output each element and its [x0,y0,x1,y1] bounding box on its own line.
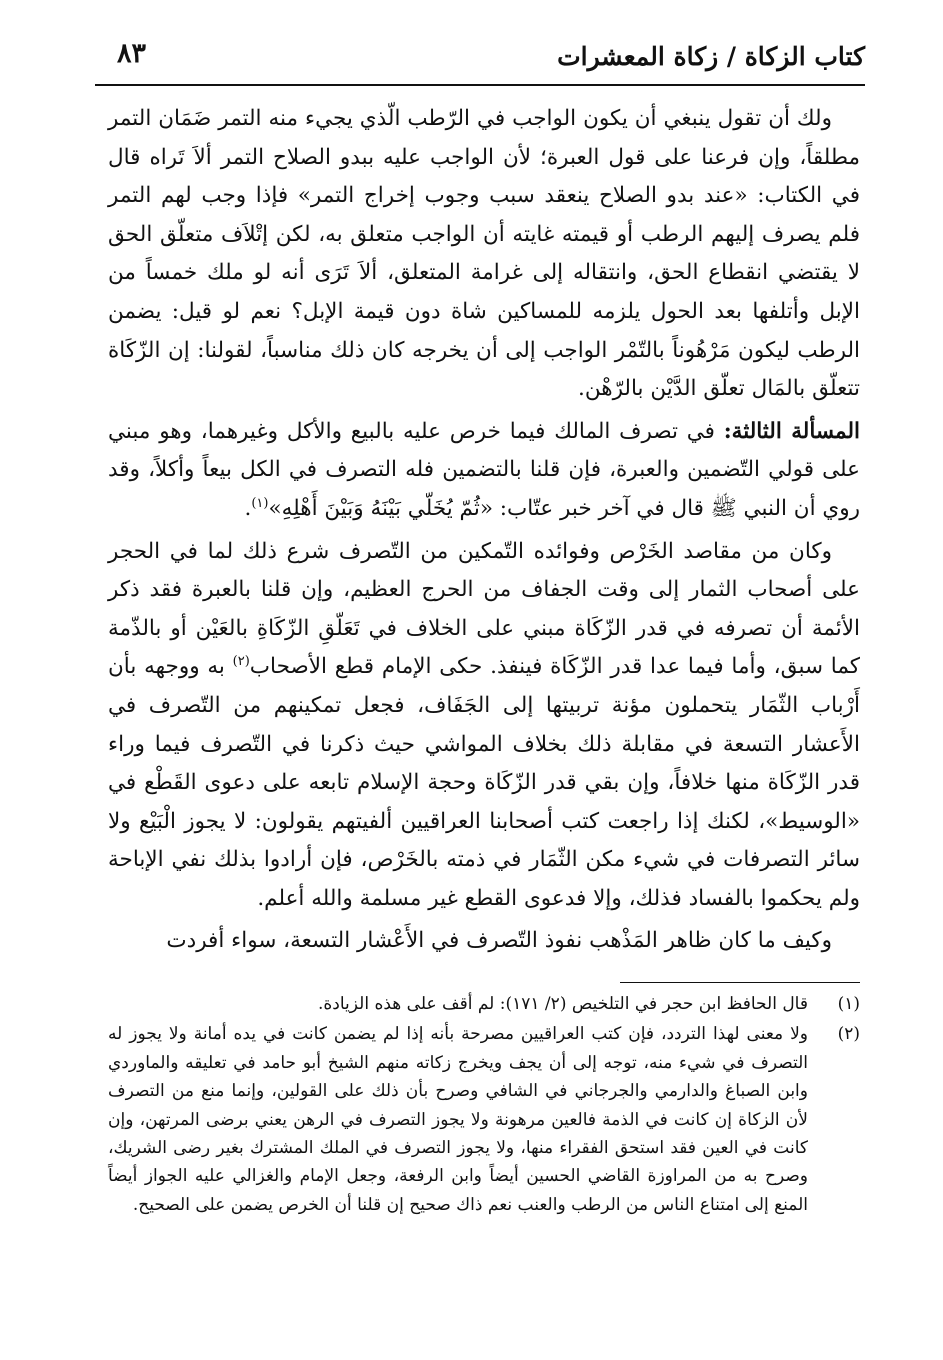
footnote-1-text: قال الحافظ ابن حجر في التلخيص (٢/ ١٧١): لم أقف على هذه الزيادة. [317,994,808,1014]
footnote-2 [108,1020,860,1219]
footnotes [108,990,860,1221]
page-number: ٨٣ [117,38,147,69]
footnote-ref-1: (١) [251,495,269,511]
header-divider [95,84,865,86]
paragraph-2-text: في تصرف المالك فيما خرص عليه بالبيع والأكل وغيرهما، وهو مبني على قولي التّضمين والعبرة، فإن قلنا بالتضمين فله التصرف في الكل بيعاً وأكلاً، وقد روي أن النبي ﷺ قال في آخر خبر عتّاب: «ثُمّ يُخَلّي بَيْنَهُ وَبَيْنَ أَهْلِهِ» [108,418,860,521]
paragraph-2 [108,413,860,529]
main-text [108,100,860,965]
footnote-divider [620,982,860,983]
paragraph-2-end: . [244,495,252,521]
paragraph-4: وكيف ما كان ظاهر المَذْهب نفوذ التّصرف في الأَعْشار التسعة، سواء أفردت [166,928,832,954]
paragraph-3-part-1: وكان من مقاصد الخَرْص وفوائده التّمكين من التّصرف شرع ذلك لما في الحجر على أصحاب الثمار إلى وقت الجفاف من الحرج العظيم، وإن قلنا بالعبرة فقد ذكر الأئمة أن تصرفه في قدر الزّكَاة مبني على الخلاف في تَعَلّقِ الزّكَاةِ بالعَيْن أو بالذّمة كما سبق، وأما فيما عدا قدر الزّكَاة فينفذ. حكى الإمام قطع الأصحاب [108,538,860,680]
footnote-1 [108,990,860,1018]
page-header [95,38,865,82]
running-title: كتاب الزكاة / زكاة المعشرات [557,42,865,71]
footnote-ref-2: (٢) [232,654,250,670]
paragraph-1: ولك أن تقول ينبغي أن يكون الواجب في الرّطب الّذي يجيء منه التمر ضَمَان التمر مطلقاً، وإن فرعنا على قول العبرة؛ لأن الواجب عليه ببدو الصلاح التمر ألاَ تَراه قال في الكتاب: «عند بدو الصلاح ينعقد سبب وجوب إخراج التمر» فإذا وجب لهم التمر فلم يصرف إليهم الرطب أو قيمته غايته أن الواجب متعلق به، لكن إتْلاَف متعلّق الحق لا يقتضي انقطاع الحق، وانتقاله إلى غرامة المتعلق، ألاَ تَرَى أنه لو ملك خمساً من الإبل وأتلفها بعد الحول يلزمه للمساكين شاة دون قيمة الإبل؟ نعم لو قيل: يضمن الرطب ليكون مَرْهُوناً بالتّمْر الواجب إلى أن يخرجه كان ذلك مناسباً، لقولنا: إن الزّكَاة تتعلّق بالمَال تعلّق الدَّيْن بالرّهْن. [108,106,860,402]
section-heading-third-issue: المسألة الثالثة: [723,418,861,444]
footnote-2-text: ولا معنى لهذا التردد، فإن كتب العراقيين مصرحة بأنه إذا لم يضمن كانت في يده أمانة ولا يجوز له التصرف في شيء منه، توجه إلى أن يجف ويخرج زكاته منهم الشيخ أبو حامد في تعليقه والماوردي وابن الصباغ والدارمي والجرجاني في الشافي وصرح بأن ذلك على القولين، وإنما منع من التصرف لأن الزكاة إن كانت في الذمة فالعين مرهونة ولا يجوز التصرف في الرهن يعني برضى المرتهن، وإن كانت في العين فقد استحق الفقراء منها، ولا يجوز التصرف في الملك المشترك بغير رضى الشريك، وصرح به من المراوزة القاضي الحسين أيضاً وابن الرفعة، وجعل الإمام والغزالي عليه الجواز أيضاً المنع إلى امتناع الناس من الرطب والعنب نعم ذاك صحيح إن قلنا أن الخرص يضمن على الصحيح. [108,1024,808,1215]
paragraph-3 [108,533,860,919]
footnote-2-marker: (٢) [837,1024,860,1045]
paragraph-3-part-2: به ووجهه بأن أَرْباب الثّمَار يتحملون مؤنة تربيتها إلى الجَفَاف، فجعل تمكينهم من التّصرف في الأَعشار التسعة في مقابلة ذلك بخلاف المواشي حيث ذكرنا في التّصرف فيما وراء قدر الزّكَاة منها خلافاً، وإن بقي قدر الزّكَاة وحجة الإسلام تابعه على دعوى القَطْع في «الوسيط»، لكنك إذا راجعت كتب أصحابنا العراقيين ألفيتهم يقولون: لا يجوز الْبَيْع ولا سائر التصرفات في شيء مكن الثّمَار في ذمته بالخَرْص، فإن أرادوا بذلك نفي الإباحة ولم يحكموا بالفساد فذلك، وإلا فدعوى القطع غير مسلمة والله أعلم. [108,654,860,911]
footnote-1-marker: (١) [837,994,860,1014]
